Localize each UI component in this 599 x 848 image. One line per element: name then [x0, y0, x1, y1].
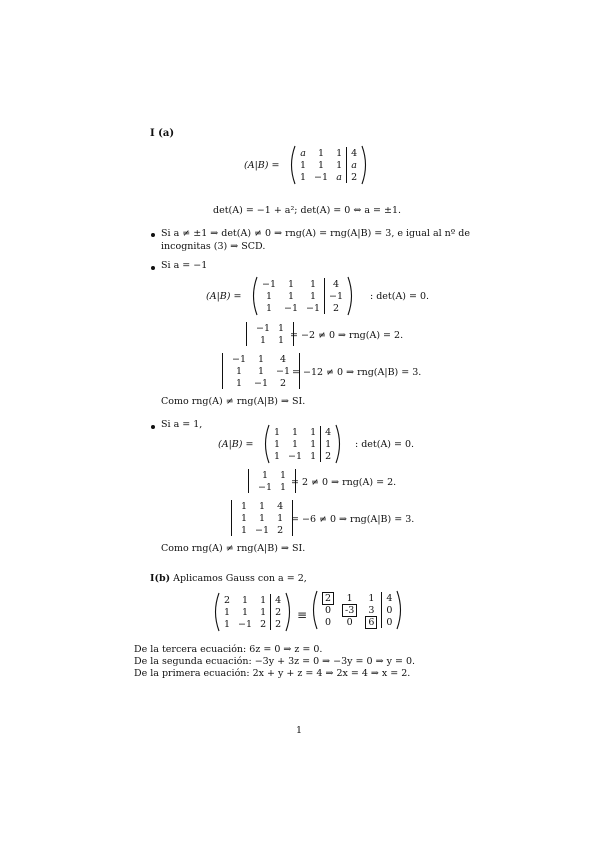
matrix-entry: 1 [336, 147, 343, 159]
matrix-cell [270, 426, 284, 438]
matrix-entry: 4 [275, 594, 282, 606]
matrix-entry: 4 [280, 353, 287, 365]
minor-m1-b-text: = −12 ≠ 0 ⇒ rng(A|B) = 3. [292, 367, 422, 378]
matrix-row [220, 594, 285, 606]
matrix-table [318, 592, 396, 628]
matrix-entry: 1 [260, 594, 267, 606]
bullet3-head: Si a = 1, [161, 419, 203, 430]
matrix-entry: 3 [368, 604, 375, 616]
matrix-entry: −1 [255, 524, 270, 536]
matrix-cell [250, 377, 272, 389]
matrix-cell [325, 302, 348, 314]
matrix-entry: 1 [310, 290, 317, 302]
matrix-cell [284, 426, 306, 438]
matrix-cell [274, 334, 288, 346]
matrix-label: (A|B) = [244, 160, 280, 171]
matrix-cell [274, 322, 288, 334]
m1-suffix: : det(A) = 0. [370, 291, 430, 302]
matrix-cell [361, 604, 382, 616]
matrix-cell [338, 592, 361, 604]
matrix-entry: 1 [292, 438, 299, 450]
matrix-label: (A|B) = [218, 439, 254, 450]
matrix-entry: 1 [310, 438, 317, 450]
paren-right [396, 590, 404, 630]
matrix-entry: −1 [314, 171, 329, 183]
matrix-entry: a [351, 159, 357, 171]
matrix-entry: 1 [224, 618, 231, 630]
matrix-cell [296, 147, 310, 159]
matrix-cell [338, 604, 361, 616]
matrix-entry: 1 [278, 334, 285, 346]
minor-m1-b [220, 353, 302, 392]
bullet2-head: Si a = −1 [161, 260, 208, 271]
matrix-entry: −1 [306, 302, 321, 314]
matrix-cell [270, 438, 284, 450]
section-heading-a: I (a) [150, 128, 175, 139]
matrix-cell [302, 290, 325, 302]
matrix-cell [318, 616, 338, 628]
bullet-dot [151, 425, 155, 429]
matrix-cell [338, 616, 361, 628]
matrix-row [258, 302, 347, 314]
matrix-cell [318, 604, 338, 616]
equation-second: De la segunda ecuación: −3y + 3z = 0 ⇒ −3y = 0 ⇒ y = 0. [134, 656, 416, 667]
matrix-entry: 1 [260, 606, 267, 618]
paren-left [262, 424, 270, 464]
matrix-entry: 0 [346, 616, 353, 628]
paren-left [288, 145, 296, 185]
gauss-left-matrix [212, 594, 293, 633]
matrix-cell [256, 606, 271, 618]
matrix-row [252, 322, 288, 334]
matrix-cell [382, 616, 397, 628]
matrix-cell [273, 524, 287, 536]
matrix-entry: a [300, 147, 306, 159]
matrix-entry: 1 [310, 278, 317, 290]
matrix-cell [271, 606, 286, 618]
minor-m1-a [244, 322, 296, 349]
matrix-table [254, 469, 290, 493]
matrix-row [258, 278, 347, 290]
minor-p1-a-text: = 2 ≠ 0 ⇒ rng(A) = 2. [291, 477, 397, 488]
determinant-bar-left [231, 500, 232, 536]
matrix-cell [332, 171, 347, 183]
determinant-bar-left [248, 469, 249, 493]
matrix-entry: −1 [276, 365, 291, 377]
matrix-cell [361, 592, 382, 604]
matrix-table [237, 500, 287, 536]
matrix-entry: 1 [300, 159, 307, 171]
matrix-entry: 4 [333, 278, 340, 290]
gauss-right-matrix [310, 592, 404, 631]
matrix-entry: 1 [292, 426, 299, 438]
matrix-cell [296, 159, 310, 171]
matrix-entry: 1 [261, 469, 269, 481]
matrix-cell [347, 171, 362, 183]
matrix-entry: 1 [288, 278, 295, 290]
conclusion2: Como rng(A) ≠ rng(A|B) ⇒ SI. [161, 543, 306, 554]
matrix-cell [250, 365, 272, 377]
matrix-cell [270, 450, 284, 462]
matrix-table [220, 594, 285, 630]
matrix-row [220, 606, 285, 618]
matrix-entry: 1 [241, 512, 248, 524]
matrix-row [296, 159, 361, 171]
matrix-table [296, 147, 361, 183]
conclusion1: Como rng(A) ≠ rng(A|B) ⇒ SI. [161, 396, 306, 407]
matrix-row [254, 481, 290, 493]
matrix-entry: 0 [386, 616, 393, 628]
paren-right [361, 145, 369, 185]
matrix-cell [280, 290, 302, 302]
matrix-entry: 1 [278, 322, 285, 334]
matrix-entry: 1 [280, 481, 287, 493]
matrix-cell [228, 377, 250, 389]
matrix-cell [256, 594, 271, 606]
matrix-entry: 1 [274, 438, 281, 450]
matrix-row [254, 469, 290, 481]
matrix-cell [332, 159, 347, 171]
matrix-cell [273, 500, 287, 512]
matrix-cell [332, 147, 347, 159]
matrix-label: (A|B) = [206, 291, 242, 302]
matrix-row [318, 604, 396, 616]
matrix-cell [234, 606, 256, 618]
matrix-cell [280, 302, 302, 314]
matrix-row [228, 365, 294, 377]
paren-right [335, 424, 343, 464]
matrix-entry: 1 [325, 438, 332, 450]
paren-right [285, 592, 293, 632]
matrix-entry: 1 [288, 290, 295, 302]
matrix-entry: 1 [318, 159, 325, 171]
matrix-cell [251, 524, 273, 536]
section-heading-b: I(b) [150, 573, 171, 584]
matrix-entry: 1 [242, 606, 249, 618]
matrix-row [270, 450, 335, 462]
paren-right [347, 276, 355, 316]
matrix-cell [254, 481, 276, 493]
matrix-entry: 1 [265, 290, 273, 302]
matrix-entry: −1 [256, 322, 271, 334]
matrix-table [252, 322, 288, 346]
matrix-cell [310, 159, 332, 171]
matrix-entry: 1 [274, 426, 281, 438]
matrix-entry: 1 [242, 594, 249, 606]
matrix-cell [271, 618, 286, 630]
matrix-cell [284, 450, 306, 462]
matrix-entry: 0 [325, 616, 332, 628]
matrix-cell [310, 147, 332, 159]
bullet1-line2: incognitas (3) ⇒ SCD. [161, 241, 266, 252]
matrix-entry: 4 [386, 592, 393, 604]
matrix-entry: 1 [280, 469, 287, 481]
matrix-entry: 2 [224, 594, 231, 606]
matrix-entry: 1 [259, 334, 267, 346]
matrix-cell [220, 606, 234, 618]
matrix-entry: 1 [346, 592, 353, 604]
matrix-cell [258, 302, 280, 314]
matrix-cell [321, 450, 336, 462]
matrix-m1 [250, 278, 355, 317]
bullet1-line1: Si a ≠ ±1 ⇒ det(A) ≠ 0 ⇒ rng(A) = rng(A|B) = 3, e igual al nº de [161, 228, 470, 239]
bullet-dot [151, 233, 155, 237]
matrix-cell [273, 512, 287, 524]
matrix-cell [318, 592, 338, 604]
paren-left [250, 276, 258, 316]
matrix-entry: −1 [254, 377, 269, 389]
matrix-cell [321, 426, 336, 438]
matrix-cell [228, 365, 250, 377]
matrix-cell [258, 290, 280, 302]
matrix-entry: 2 [275, 618, 282, 630]
matrix-entry: 4 [277, 500, 284, 512]
matrix-entry: 1 [300, 171, 307, 183]
matrix-cell [237, 500, 251, 512]
matrix-row [270, 438, 335, 450]
matrix-cell [347, 147, 362, 159]
matrix-cell [256, 618, 271, 630]
matrix-main [288, 147, 369, 186]
matrix-cell [271, 594, 286, 606]
matrix-row [237, 512, 287, 524]
matrix-entry: 1 [310, 450, 317, 462]
matrix-cell [237, 512, 251, 524]
matrix-entry: 1 [277, 512, 284, 524]
p1-suffix: : det(A) = 0. [355, 439, 415, 450]
matrix-entry: 2 [277, 524, 284, 536]
matrix-cell [325, 278, 348, 290]
matrix-row [220, 618, 285, 630]
matrix-entry: a [336, 171, 342, 183]
matrix-entry: −1 [288, 450, 303, 462]
matrix-cell [228, 353, 250, 365]
matrix-cell [220, 618, 234, 630]
matrix-cell [254, 469, 276, 481]
bullet-dot [151, 266, 155, 270]
matrix-entry: −1 [258, 481, 273, 493]
matrix-entry: 1 [259, 512, 266, 524]
matrix-cell [296, 171, 310, 183]
equation-first: De la primera ecuación: 2x + y + z = 4 ⇒ 2x = 4 ⇒ x = 2. [134, 668, 411, 679]
matrix-row [237, 500, 287, 512]
matrix-row [258, 290, 347, 302]
matrix-entry: 1 [258, 365, 265, 377]
matrix-entry: 1 [310, 426, 317, 438]
matrix-cell [321, 438, 336, 450]
matrix-cell [272, 377, 294, 389]
matrix-cell [252, 334, 274, 346]
minor-p1-b [229, 500, 295, 539]
matrix-cell [252, 322, 274, 334]
matrix-row [270, 426, 335, 438]
matrix-entry: 1 [318, 147, 325, 159]
matrix-cell [276, 481, 290, 493]
matrix-entry: −1 [232, 353, 247, 365]
matrix-cell [347, 159, 362, 171]
det-line: det(A) = −1 + a²; det(A) = 0 ⇔ a = ±1. [213, 205, 402, 216]
matrix-entry: 4 [325, 426, 332, 438]
section-heading-b-row [150, 573, 307, 584]
matrix-row [296, 171, 361, 183]
matrix-entry: 2 [351, 171, 358, 183]
matrix-row [318, 592, 396, 604]
matrix-cell [258, 278, 280, 290]
matrix-entry: 1 [235, 377, 243, 389]
minor-m1-a-text: = −2 ≠ 0 ⇒ rng(A) = 2. [290, 330, 404, 341]
matrix-table [258, 278, 347, 314]
matrix-cell [220, 594, 234, 606]
equation-third: De la tercera ecuación: 6z = 0 ⇒ z = 0. [134, 644, 323, 655]
matrix-entry: 1 [274, 450, 281, 462]
section-heading-b-text: Aplicamos Gauss con a = 2, [173, 573, 307, 584]
matrix-entry: 0 [386, 604, 393, 616]
matrix-entry: 1 [241, 524, 248, 536]
matrix-row [318, 616, 396, 628]
matrix-row [252, 334, 288, 346]
matrix-entry: 1 [368, 592, 375, 604]
matrix-cell [302, 302, 325, 314]
paren-left [310, 590, 318, 630]
matrix-cell [382, 604, 397, 616]
matrix-table [270, 426, 335, 462]
matrix-cell [306, 450, 321, 462]
matrix-entry: −1 [329, 290, 344, 302]
determinant-bar-left [246, 322, 247, 346]
matrix-row [228, 353, 294, 365]
matrix-entry: 1 [259, 500, 266, 512]
matrix-cell [325, 290, 348, 302]
matrix-cell [272, 353, 294, 365]
matrix-entry: −1 [284, 302, 299, 314]
matrix-entry: 1 [336, 159, 343, 171]
matrix-entry: 2 [275, 606, 282, 618]
matrix-cell [306, 438, 321, 450]
matrix-entry: 2 [325, 450, 332, 462]
matrix-cell [284, 438, 306, 450]
matrix-cell [306, 426, 321, 438]
matrix-p1 [262, 426, 343, 465]
matrix-table [228, 353, 294, 389]
page-number: 1 [296, 725, 303, 736]
matrix-entry: 1 [235, 365, 243, 377]
matrix-entry: 4 [351, 147, 358, 159]
matrix-entry: 2 [260, 618, 267, 630]
matrix-entry: 1 [241, 500, 248, 512]
matrix-entry: 1 [265, 302, 273, 314]
matrix-entry: 2 [280, 377, 287, 389]
matrix-row [228, 377, 294, 389]
matrix-entry: 6 [365, 616, 377, 629]
matrix-cell [276, 469, 290, 481]
matrix-entry: 1 [258, 353, 265, 365]
matrix-cell [302, 278, 325, 290]
minor-p1-b-text: = −6 ≠ 0 ⇒ rng(A|B) = 3. [291, 514, 415, 525]
matrix-cell [251, 500, 273, 512]
matrix-entry: -3 [342, 604, 357, 617]
determinant-bar-left [222, 353, 223, 389]
matrix-cell [251, 512, 273, 524]
matrix-cell [361, 616, 382, 628]
matrix-cell [382, 592, 397, 604]
paren-left [212, 592, 220, 632]
matrix-cell [272, 365, 294, 377]
matrix-row [237, 524, 287, 536]
matrix-cell [237, 524, 251, 536]
matrix-cell [280, 278, 302, 290]
matrix-cell [234, 594, 256, 606]
equiv-sign: ≡ [297, 608, 308, 622]
matrix-entry: 2 [333, 302, 340, 314]
matrix-entry: 2 [322, 592, 334, 605]
matrix-cell [234, 618, 256, 630]
matrix-entry: 0 [325, 604, 332, 616]
matrix-row [296, 147, 361, 159]
matrix-entry: −1 [262, 278, 277, 290]
matrix-entry: 1 [224, 606, 231, 618]
matrix-cell [310, 171, 332, 183]
matrix-entry: −1 [238, 618, 253, 630]
matrix-cell [250, 353, 272, 365]
